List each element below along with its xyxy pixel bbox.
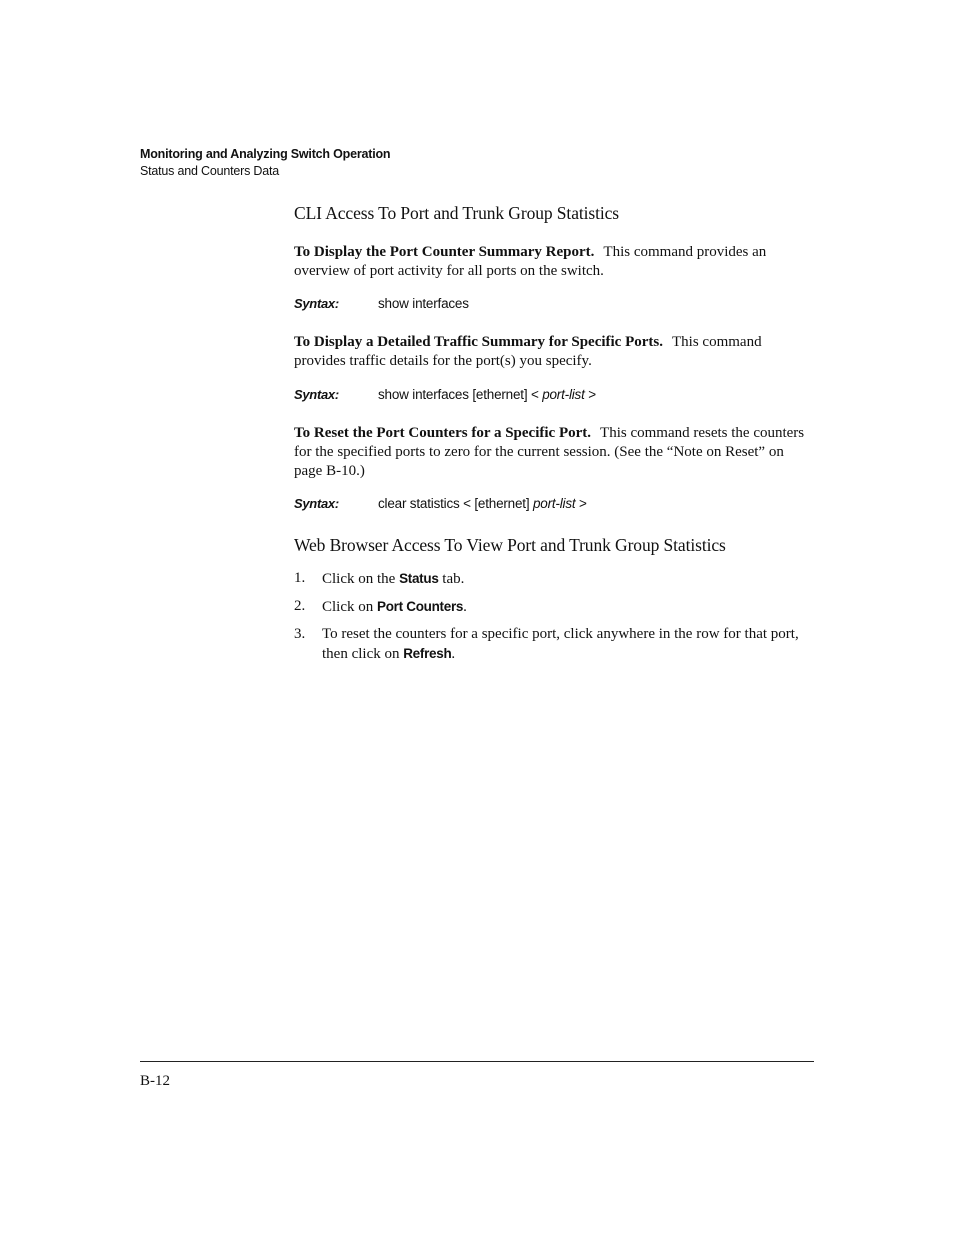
step-text-pre: Click on the bbox=[322, 571, 400, 587]
step-number: 3. bbox=[294, 626, 306, 642]
cli-item-summary-report bbox=[294, 243, 814, 281]
footer-rule bbox=[140, 1061, 814, 1062]
cli-item-body: This command provides traffic details for the port(s) you specify. bbox=[294, 334, 762, 369]
cli-item-reset-counters bbox=[294, 424, 814, 481]
step-text-post: . bbox=[451, 646, 456, 662]
running-header-title: Monitoring and Analyzing Switch Operation bbox=[140, 147, 391, 161]
syntax-command-text: show interfaces [ethernet] bbox=[378, 387, 528, 402]
step-number: 2. bbox=[294, 598, 306, 614]
syntax-label: Syntax: bbox=[294, 387, 339, 402]
syntax-command bbox=[378, 296, 469, 311]
cli-item-lead: To Reset the Port Counters for a Specific Port. bbox=[294, 425, 592, 441]
step-text-post: tab. bbox=[438, 571, 465, 587]
syntax-command bbox=[378, 387, 596, 402]
ui-status-tab-label: Status bbox=[399, 571, 439, 586]
cli-item-body: This command provides an overview of port activity for all ports on the switch. bbox=[294, 244, 767, 279]
running-header-subtitle: Status and Counters Data bbox=[140, 164, 280, 178]
step-text-post: . bbox=[463, 599, 467, 615]
step-text-pre: Click on bbox=[322, 599, 377, 615]
syntax-arg-close: > bbox=[584, 387, 596, 402]
cli-item-lead: To Display a Detailed Traffic Summary for Specific Ports. bbox=[294, 334, 663, 350]
syntax-arg-open: < bbox=[527, 387, 543, 402]
cli-item-body: This command resets the counters for the specified ports to zero for the current session. (See the “Note on Reset” on page B-10.) bbox=[294, 425, 805, 479]
page-number: B-12 bbox=[140, 1073, 170, 1089]
ui-port-counters-label: Port Counters bbox=[377, 599, 464, 614]
step-text bbox=[322, 569, 814, 589]
cli-item-detailed-traffic bbox=[294, 333, 814, 371]
syntax-command-text: clear statistics < [ethernet] bbox=[378, 496, 530, 511]
step-text bbox=[322, 597, 814, 617]
step-text bbox=[322, 625, 814, 664]
syntax-arg-close: > bbox=[575, 496, 587, 511]
cli-section-heading: CLI Access To Port and Trunk Group Statistics bbox=[294, 203, 620, 223]
syntax-label: Syntax: bbox=[294, 296, 339, 311]
syntax-argument: port-list bbox=[532, 496, 576, 511]
web-section-heading: Web Browser Access To View Port and Trunk Group Statistics bbox=[294, 535, 726, 555]
syntax-command-text: show interfaces bbox=[378, 296, 469, 311]
syntax-argument: port-list bbox=[542, 387, 585, 402]
cli-item-lead: To Display the Port Counter Summary Report. bbox=[294, 244, 595, 260]
syntax-label: Syntax: bbox=[294, 496, 339, 511]
syntax-command bbox=[378, 496, 587, 511]
ui-refresh-label: Refresh bbox=[403, 646, 452, 661]
step-number: 1. bbox=[294, 570, 306, 586]
step-text-pre: To reset the counters for a specific port, click anywhere in the row for that port, then click on bbox=[322, 626, 799, 662]
